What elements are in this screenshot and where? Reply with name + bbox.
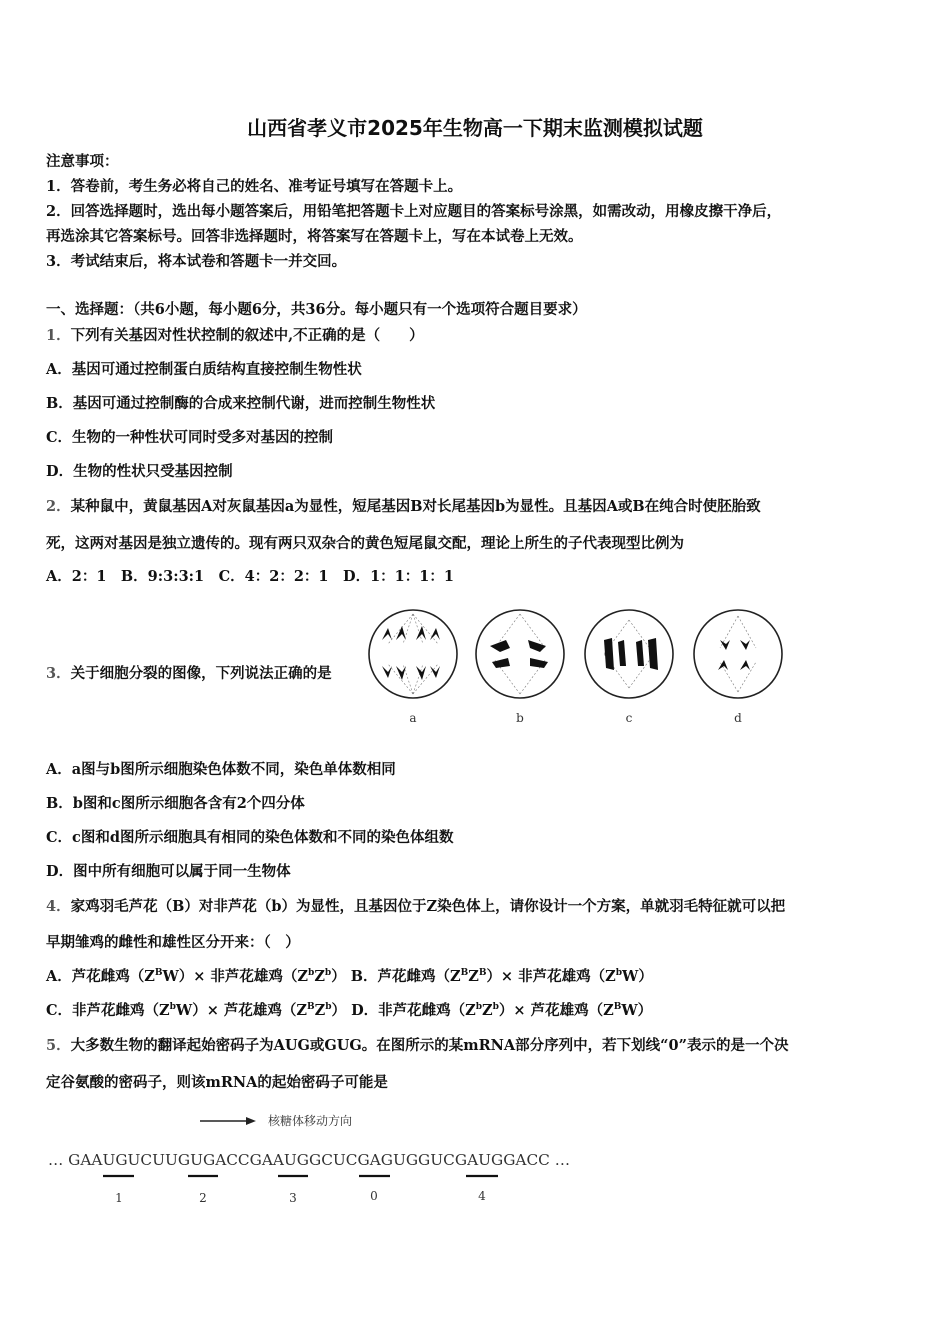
q4-opt-a: Z [314,968,325,985]
q4-opt-a: ） [331,968,346,985]
q4-number: 4． [46,898,71,915]
notice-heading: 注意事项： [46,153,119,170]
sup: b [325,1002,332,1013]
q1-option-a: A．基因可通过控制蛋白质结构直接控制生物性状 [46,361,362,378]
cell-a-diagram [369,610,457,725]
q5-stem-1 [46,1036,788,1056]
sup: B [307,1002,315,1013]
q3-stem [46,664,332,684]
q4-opt-d: ）× 芦花雄鸡（Z [498,1002,614,1019]
q4-stem-2: 早期雏鸡的雌性和雄性区分开来：（ ） [46,934,300,951]
q1-stem-text: 下列有关基因对性状控制的叙述中,不正确的是（ ） [70,327,424,344]
q3-stem-text: 关于细胞分裂的图像，下列说法正确的是 [70,665,332,682]
q1-option-c: C．生物的一种性状可同时受多对基因的控制 [46,429,334,446]
q2-stem-2: 死，这两对基因是独立遗传的。现有两只双杂合的黄色短尾鼠交配，理论上所生的子代表现型比例为 [46,535,684,552]
section-heading: 一、选择题：（共6小题，每小题6分，共36分。每小题只有一个选项符合题目要求） [46,301,587,318]
q1-stem [46,326,424,346]
q3-option-d: D．图中所有细胞可以属于同一生物体 [46,863,291,880]
ribosome-direction-arrow [200,1117,256,1125]
mark-1: 1 [115,1191,123,1205]
sup: b [492,1002,499,1013]
mark-0: 0 [370,1189,378,1203]
q3-number: 3． [46,665,71,682]
cell-c-diagram [585,610,673,725]
sup: b [475,1002,483,1013]
cell-b-label: b [516,711,524,725]
q4-opt-c: C．非芦花雌鸡（Z [46,1002,170,1019]
q4-opt-b: B．芦花雌鸡（Z [350,968,461,985]
sup: B [154,968,163,979]
mark-2: 2 [199,1191,207,1205]
notice-item-2: 2．回答选择题时，选出每小题答案后，用铅笔把答题卡上对应题目的答案标号涂黑，如需改动，用橡皮擦干净后， [46,203,782,220]
mark-3: 3 [289,1191,297,1205]
q5-stem-2: 定谷氨酸的密码子，则该mRNA的起始密码子可能是 [46,1074,388,1091]
q2-number: 2． [46,498,71,515]
cell-d-label: d [734,711,742,725]
q4-opt-d: W） [621,1002,653,1019]
mrna-figure [46,1108,586,1208]
mrna-sequence: … GAAUGUCUUGUGACCGAAUGGCUCGAGUGGUCGAUGGACC … [48,1151,570,1169]
cell-c-label: c [625,711,633,725]
cell-a-label: a [409,711,417,725]
cell-division-figure [368,604,786,732]
notice-item-2-cont: 再选涂其它答案标号。回答非选择题时，将答案写在答题卡上，写在本试卷上无效。 [46,228,583,245]
q4-opt-d: D．非芦花雌鸡（Z [351,1002,476,1019]
notice-item-1: 1．答卷前，考生务必将自己的姓名、准考证号填写在答题卡上。 [46,178,463,195]
mark-4: 4 [478,1189,486,1203]
sup: b [169,1002,176,1013]
sup: B [613,1002,622,1013]
sup: b [308,968,315,979]
q4-opt-b: W） [622,968,653,985]
q2-options: A．2：1 B．9:3:3:1 C．4：2：2：1 D．1：1：1：1 [46,568,454,585]
cell-b-diagram [476,610,564,725]
q1-option-b: B．基因可通过控制酶的合成来控制代谢，进而控制生物性状 [46,395,436,412]
sup: B [478,968,487,979]
q2-stem-1 [46,497,761,517]
q5-stem-text-1: 大多数生物的翻译起始密码子为AUG或GUG。在图所示的某mRNA部分序列中，若下划线“0”表示的是一个决 [70,1037,789,1054]
page-title: 山西省孝义市2025年生物高一下期末监测模拟试题 [247,116,703,140]
q1-number: 1． [46,327,71,344]
sup: b [324,968,332,979]
q3-option-b: B．b图和c图所示细胞各含有2个四分体 [46,795,305,812]
notice-item-3: 3．考试结束后，将本试卷和答题卡一并交回。 [46,253,347,270]
q4-opt-c: W）× 芦花雄鸡（Z [175,1002,307,1019]
q4-options-cd [46,1001,652,1021]
q5-number: 5． [46,1037,71,1054]
q3-option-c: C．c图和d图所示细胞具有相同的染色体数和不同的染色体组数 [46,829,454,846]
q4-opt-b: Z [468,968,479,985]
sup: B [460,968,469,979]
sup: b [615,968,623,979]
q3-option-a: A．a图与b图所示细胞染色体数不同，染色单体数相同 [46,761,396,778]
cell-d-diagram [694,610,782,725]
arrow-label: 核糖体移动方向 [268,1114,353,1128]
q2-stem-text-1: 某种鼠中，黄鼠基因A对灰鼠基因a为显性，短尾基因B对长尾基因b为显性。且基因A或B在纯合时使胚胎致 [70,498,761,515]
q4-opt-b: ）× 非芦花雄鸡（Z [486,968,616,985]
q4-opt-a: A．芦花雌鸡（Z [46,968,155,985]
q4-stem-1 [46,897,785,917]
q4-opt-a: W）× 非芦花雄鸡（Z [162,968,309,985]
q4-opt-c: Z [314,1002,326,1019]
q4-opt-c: ） [331,1002,346,1019]
q4-options-ab [46,967,653,987]
q4-opt-d: Z [482,1002,493,1019]
q4-stem-text-1: 家鸡羽毛芦花（B）对非芦花（b）为显性，且基因位于Z染色体上，请你设计一个方案，单就羽毛特征就可以把 [70,898,786,915]
q1-option-d: D．生物的性状只受基因控制 [46,463,233,480]
